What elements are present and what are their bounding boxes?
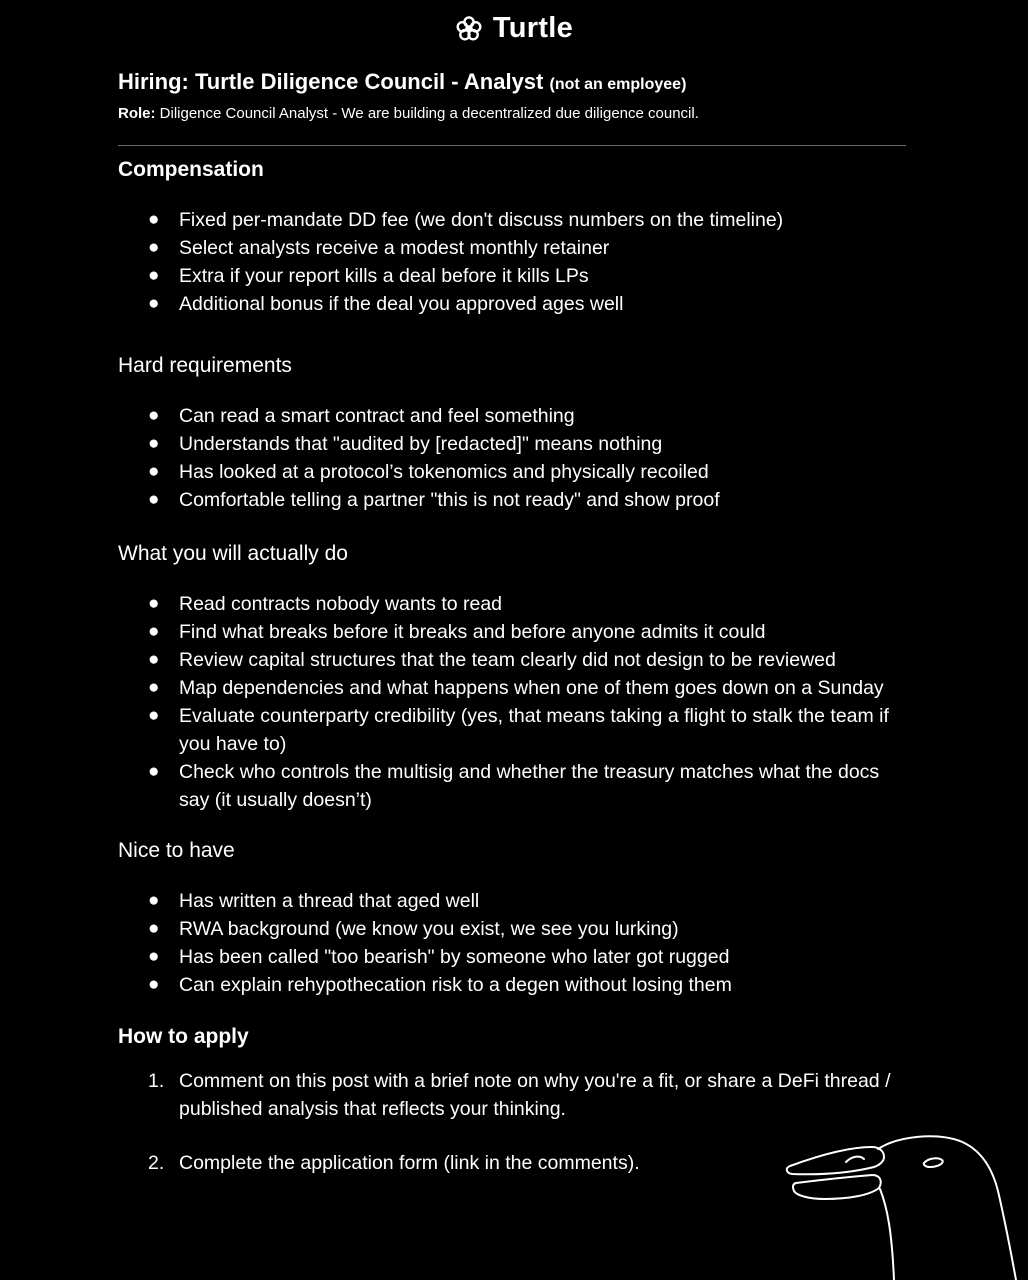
list-item bbox=[118, 402, 908, 430]
bullet-icon: ● bbox=[148, 593, 160, 614]
list-item bbox=[118, 234, 908, 262]
list-item-text: Find what breaks before it breaks and before anyone admits it could bbox=[179, 621, 766, 643]
nice-to-have-list bbox=[118, 887, 908, 999]
list-item-text: Additional bonus if the deal you approved ages well bbox=[179, 293, 624, 315]
bullet-icon: ● bbox=[148, 705, 160, 726]
bullet-icon: ● bbox=[148, 677, 160, 698]
list-item bbox=[118, 971, 908, 999]
list-item bbox=[118, 887, 908, 915]
list-item-text: Read contracts nobody wants to read bbox=[179, 593, 503, 615]
list-item bbox=[118, 915, 908, 943]
title-note: (not an employee) bbox=[549, 76, 687, 93]
section-title-nice-to-have: Nice to have bbox=[118, 839, 235, 862]
list-item-text: Understands that "audited by [redacted]" means nothing bbox=[179, 433, 663, 455]
list-item bbox=[118, 262, 908, 290]
list-item-text: RWA background (we know you exist, we see you lurking) bbox=[179, 918, 679, 940]
list-item-text: Can read a smart contract and feel something bbox=[179, 405, 575, 427]
list-item-text: Has been called "too bearish" by someone who later got rugged bbox=[179, 946, 730, 968]
list-item bbox=[118, 943, 908, 971]
brand-name: Turtle bbox=[492, 12, 574, 44]
hard-requirements-list bbox=[118, 402, 908, 514]
compensation-list bbox=[118, 206, 908, 318]
list-item-text: Fixed per-mandate DD fee (we don't discuss numbers on the timeline) bbox=[179, 209, 784, 231]
list-item-text: Has looked at a protocol’s tokenomics and physically recoiled bbox=[179, 461, 709, 483]
list-item bbox=[118, 618, 908, 646]
section-title-hard-requirements: Hard requirements bbox=[118, 354, 292, 377]
page-title bbox=[118, 66, 908, 101]
role-label: Role: bbox=[118, 105, 156, 122]
what-you-do-list bbox=[118, 590, 908, 814]
bullet-icon: ● bbox=[148, 405, 160, 426]
section-title-compensation: Compensation bbox=[118, 158, 264, 181]
list-item bbox=[118, 758, 908, 814]
list-item-text: Extra if your report kills a deal before it kills LPs bbox=[179, 265, 589, 287]
bullet-icon: ● bbox=[148, 890, 160, 911]
list-item bbox=[118, 206, 908, 234]
list-item bbox=[118, 1067, 908, 1123]
list-item-text: Map dependencies and what happens when one of them goes down on a Sunday bbox=[179, 677, 884, 699]
bullet-icon: ● bbox=[148, 209, 160, 230]
list-item bbox=[118, 590, 908, 618]
list-item-text: Select analysts receive a modest monthly retainer bbox=[179, 237, 610, 259]
goose-outline-icon bbox=[780, 1125, 1028, 1280]
section-title-how-to-apply: How to apply bbox=[118, 1025, 249, 1048]
list-item-text: Review capital structures that the team clearly did not design to be reviewed bbox=[179, 649, 836, 671]
bullet-icon: ● bbox=[148, 293, 160, 314]
list-item-text: Complete the application form (link in the comments). bbox=[179, 1152, 640, 1174]
list-item bbox=[118, 674, 908, 702]
brand-header bbox=[0, 12, 1028, 45]
bullet-icon: ● bbox=[148, 649, 160, 670]
bullet-icon: ● bbox=[148, 621, 160, 642]
list-item-text: Evaluate counterparty credibility (yes, that means taking a flight to stalk the team if you have to) bbox=[179, 705, 889, 755]
role-line bbox=[118, 104, 908, 124]
list-item bbox=[118, 702, 908, 758]
list-item-text: Has written a thread that aged well bbox=[179, 890, 480, 912]
bullet-icon: ● bbox=[148, 974, 160, 995]
list-item-text: Check who controls the multisig and whether the treasury matches what the docs say (it usually doesn’t) bbox=[179, 761, 880, 811]
turtle-flower-logo-icon bbox=[455, 15, 483, 43]
bullet-icon: ● bbox=[148, 761, 160, 782]
bullet-icon: ● bbox=[148, 946, 160, 967]
title-text: Hiring: Turtle Diligence Council - Analyst bbox=[118, 69, 544, 94]
job-post bbox=[118, 66, 908, 1177]
bullet-icon: ● bbox=[148, 433, 160, 454]
role-text: Diligence Council Analyst - We are building a decentralized due diligence council. bbox=[155, 105, 699, 122]
bullet-icon: ● bbox=[148, 237, 160, 258]
list-item bbox=[118, 290, 908, 318]
section-title-what-you-do: What you will actually do bbox=[118, 542, 348, 565]
list-item bbox=[118, 430, 908, 458]
list-item-text: Comment on this post with a brief note on why you're a fit, or share a DeFi thread / published analysis that reflects your thinking. bbox=[179, 1070, 891, 1120]
list-item bbox=[118, 486, 908, 514]
list-item-text: Comfortable telling a partner "this is not ready" and show proof bbox=[179, 489, 720, 511]
bullet-icon: ● bbox=[148, 489, 160, 510]
divider bbox=[118, 145, 906, 146]
list-item bbox=[118, 646, 908, 674]
list-item bbox=[118, 458, 908, 486]
step-number: 1. bbox=[148, 1070, 165, 1092]
step-number: 2. bbox=[148, 1152, 165, 1174]
list-item-text: Can explain rehypothecation risk to a degen without losing them bbox=[179, 974, 732, 996]
bullet-icon: ● bbox=[148, 265, 160, 286]
bullet-icon: ● bbox=[148, 918, 160, 939]
bullet-icon: ● bbox=[148, 461, 160, 482]
